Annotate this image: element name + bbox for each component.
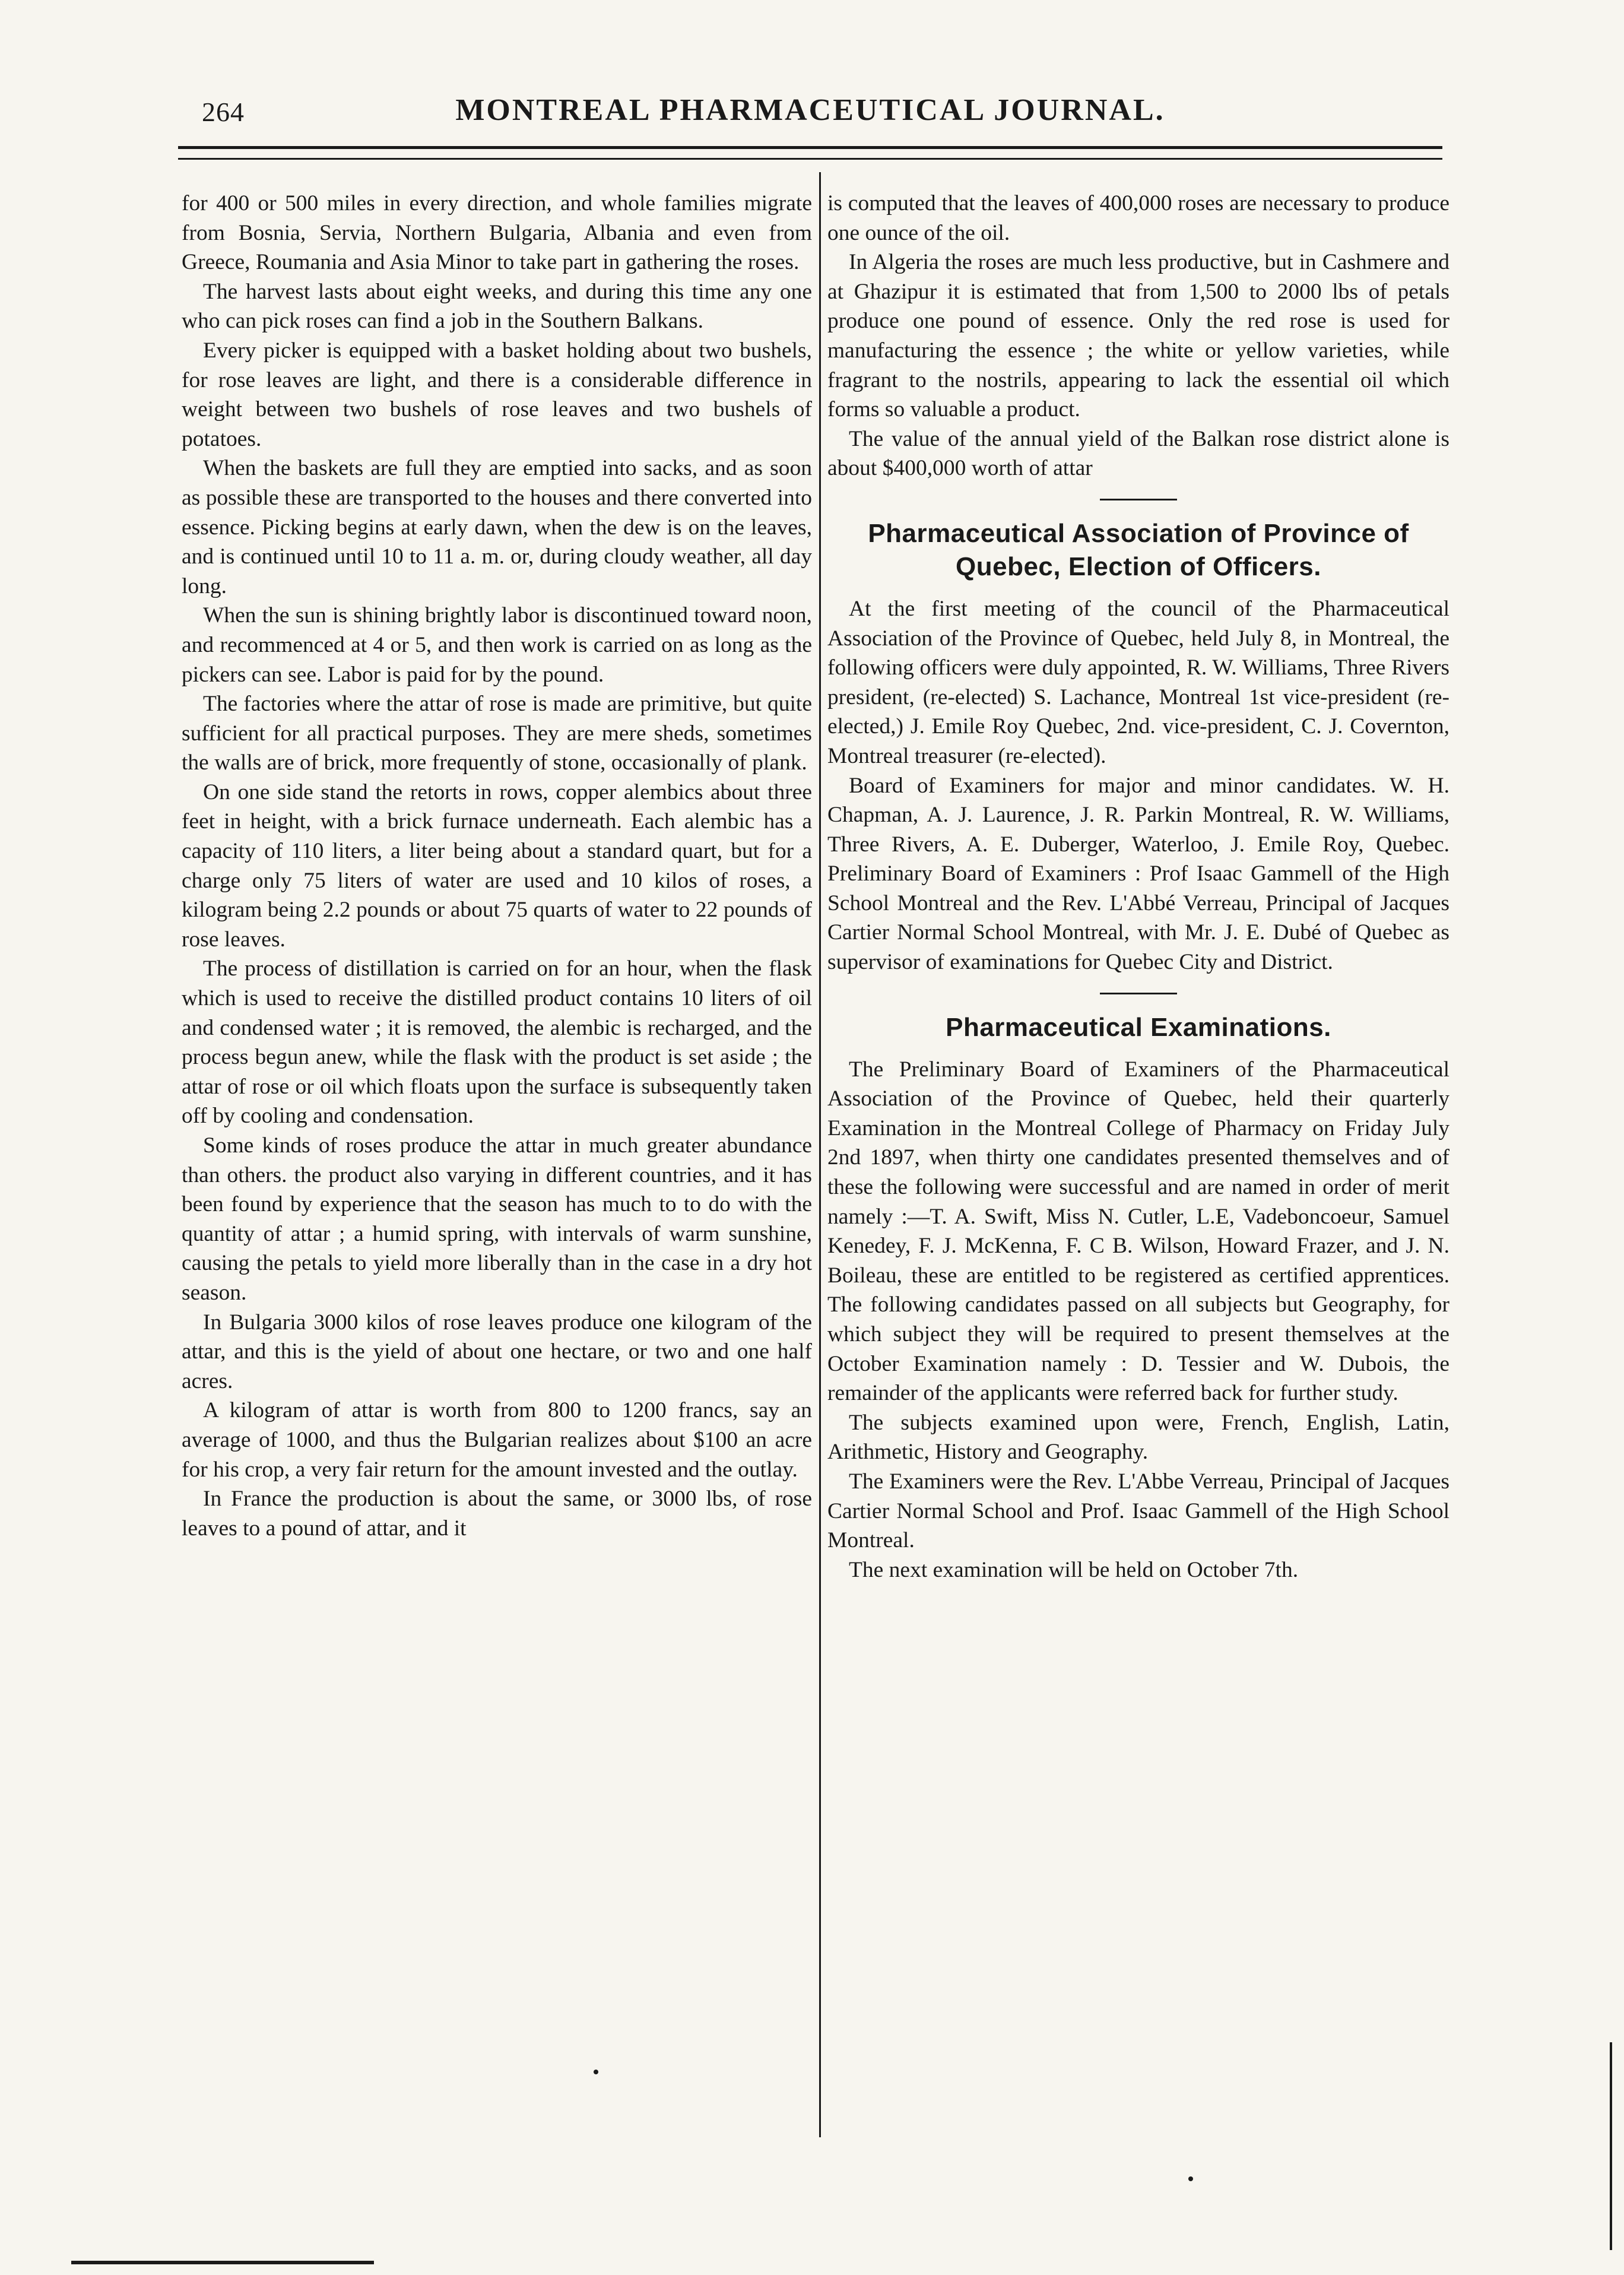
section-separator bbox=[1100, 993, 1177, 994]
paragraph: When the baskets are full they are emptied into sacks, and as soon as possible these are transported to the houses and there converted into essence. Picking begins at early dawn, when the dew is on the leaves, and is continued until 10 to 11 a. m. or, during cloudy weather, all day long. bbox=[182, 456, 812, 598]
header-rule-thick bbox=[178, 146, 1442, 149]
paragraph: The factories where the attar of rose is made are primitive, but quite sufficient for all practical purposes. They are mere sheds, sometimes the walls are of brick, more frequently of stone, occasionally of plank. bbox=[182, 692, 812, 775]
paragraph: Some kinds of roses produce the attar in much greater abundance than others. the product also varying in different countries, and it has been found by experience that the season has much to to do with the quantity of attar ; a humid spring, with intervals of warm sunshine, causing the petals to yield more liberally than in the case in a dry hot season. bbox=[182, 1133, 812, 1305]
print-speck bbox=[1188, 2176, 1193, 2181]
paragraph: The Preliminary Board of Examiners of the Pharmaceutical Association of the Province of Quebec, held their quarterly Examination in the Montreal College of Pharmacy on Friday July 2nd 1897, when thirty one candidates presented themselves and of these the following were successful and are named in order of merit namely :—T. A. Swift, Miss N. Cutler, L.E, Vadeboncoeur, Samuel Kenedey, F. J. McKenna, F. C B. Wilson, Howard Frazer, and J. N. Boileau, these are entitled to be registered as certified apprentices. The following candidates passed on all subjects but Geography, for which subject they will be required to present themselves at the October Examination namely : D. Tessier and W. Dubois, the remainder of the applicants were referred back for further study. bbox=[827, 1057, 1449, 1406]
paragraph: In Bulgaria 3000 kilos of rose leaves produce one kilogram of the attar, and this is the yield of about one hectare, or two and one half acres. bbox=[182, 1310, 812, 1393]
header-rule-thin bbox=[178, 158, 1442, 160]
section-separator bbox=[1100, 499, 1177, 500]
page-header bbox=[172, 89, 1448, 137]
paragraph: The next examination will be held on October 7th. bbox=[849, 1557, 1299, 1582]
paragraph: On one side stand the retorts in rows, copper alembics about three feet in height, with a brick furnace underneath. Each alembic has a capacity of 110 liters, a liter being about a standard quart, but for a charge only 75 liters of water are used and 10 kilos of roses, a kilogram being 2.2 pounds or about 75 quarts of water to 22 pounds of rose leaves. bbox=[182, 780, 812, 952]
paragraph: Every picker is equipped with a basket holding about two bushels, for rose leaves are light, and there is a considerable difference in weight between two bushels of rose leaves and two bushels of potatoes. bbox=[182, 338, 812, 451]
paragraph: is computed that the leaves of 400,000 roses are necessary to produce one ounce of the oil. bbox=[827, 191, 1449, 245]
left-column bbox=[182, 189, 812, 1543]
paragraph: The subjects examined upon were, French, English, Latin, Arithmetic, History and Geography. bbox=[827, 1410, 1449, 1465]
paragraph: When the sun is shining brightly labor is discontinued toward noon, and recommenced at 4 or 5, and then work is carried on as long as the pickers can see. Labor is paid for by the pound. bbox=[182, 603, 812, 687]
print-speck bbox=[594, 2070, 598, 2074]
section-heading-election: Pharmaceutical Association of Province of Quebec, Election of Officers. bbox=[868, 518, 1409, 581]
paragraph: The Examiners were the Rev. L'Abbe Verreau, Principal of Jacques Cartier Normal School and Prof. Isaac Gammell of the High School Montreal. bbox=[827, 1469, 1449, 1553]
journal-title: MONTREAL PHARMACEUTICAL JOURNAL. bbox=[455, 93, 1165, 127]
paragraph: The harvest lasts about eight weeks, and during this time any one who can pick roses can find a job in the Southern Balkans. bbox=[182, 279, 812, 334]
page-edge-mark bbox=[1610, 2042, 1612, 2250]
paragraph: The process of distillation is carried on for an hour, when the flask which is used to receive the distilled product contains 10 liters of oil and condensed water ; it is removed, the alembic is recharged, and the process begun anew, while the flask with the product is set aside ; the attar of rose or oil which floats upon the surface is subsequently taken off by cooling and condensation. bbox=[182, 956, 812, 1129]
page-number: 264 bbox=[202, 97, 245, 127]
paragraph: In France the production is about the same, or 3000 lbs, of rose leaves to a pound of attar, and it bbox=[182, 1487, 812, 1541]
section-heading-examinations: Pharmaceutical Examinations. bbox=[946, 1012, 1331, 1042]
paragraph: for 400 or 500 miles in every direction, and whole families migrate from Bosnia, Servia, Northern Bulgaria, Albania and even from Greece, Roumania and Asia Minor to take part in gathering the roses. bbox=[182, 191, 812, 275]
paragraph: Board of Examiners for major and minor candidates. W. H. Chapman, A. J. Laurence, J. R. Parkin Montreal, R. W. Williams, Three Rivers, A. E. Duberger, Waterloo, J. Emile Roy, Quebec. Preliminary Board of Examiners : Prof Isaac Gammell of the High School Montreal and the Rev. L'Abbé Verreau, Principal of Jacques Cartier Normal School Montreal, with Mr. J. E. Dubé of Quebec as supervisor of examinations for Quebec City and District. bbox=[827, 773, 1449, 975]
paragraph: At the first meeting of the council of the Pharmaceutical Association of the Province of Quebec, held July 8, in Montreal, the following officers were duly appointed, R. W. Williams, Three Rivers president, (re-elected) S. Lachance, Montreal 1st vice-president (re-elected,) J. Emile Roy Quebec, 2nd. vice-president, C. J. Covernton, Montreal treasurer (re-elected). bbox=[827, 596, 1449, 768]
paragraph: A kilogram of attar is worth from 800 to 1200 francs, say an average of 1000, and thus the Bulgarian realizes about $100 an acre for his crop, a very fair return for the amount invested and the outlay. bbox=[182, 1398, 812, 1482]
right-column bbox=[827, 189, 1449, 1585]
column-divider bbox=[819, 172, 821, 2137]
footer-rule bbox=[71, 2261, 374, 2264]
paragraph: In Algeria the roses are much less productive, but in Cashmere and at Ghazipur it is estimated that from 1,500 to 2000 lbs of petals produce one pound of essence. Only the red rose is used for manufacturing the essence ; the white or yellow varieties, while fragrant to the nostrils, appearing to lack the essential oil which forms so valuable a product. bbox=[827, 250, 1449, 422]
paragraph: The value of the annual yield of the Balkan rose district alone is about $400,000 worth of attar bbox=[827, 426, 1449, 481]
